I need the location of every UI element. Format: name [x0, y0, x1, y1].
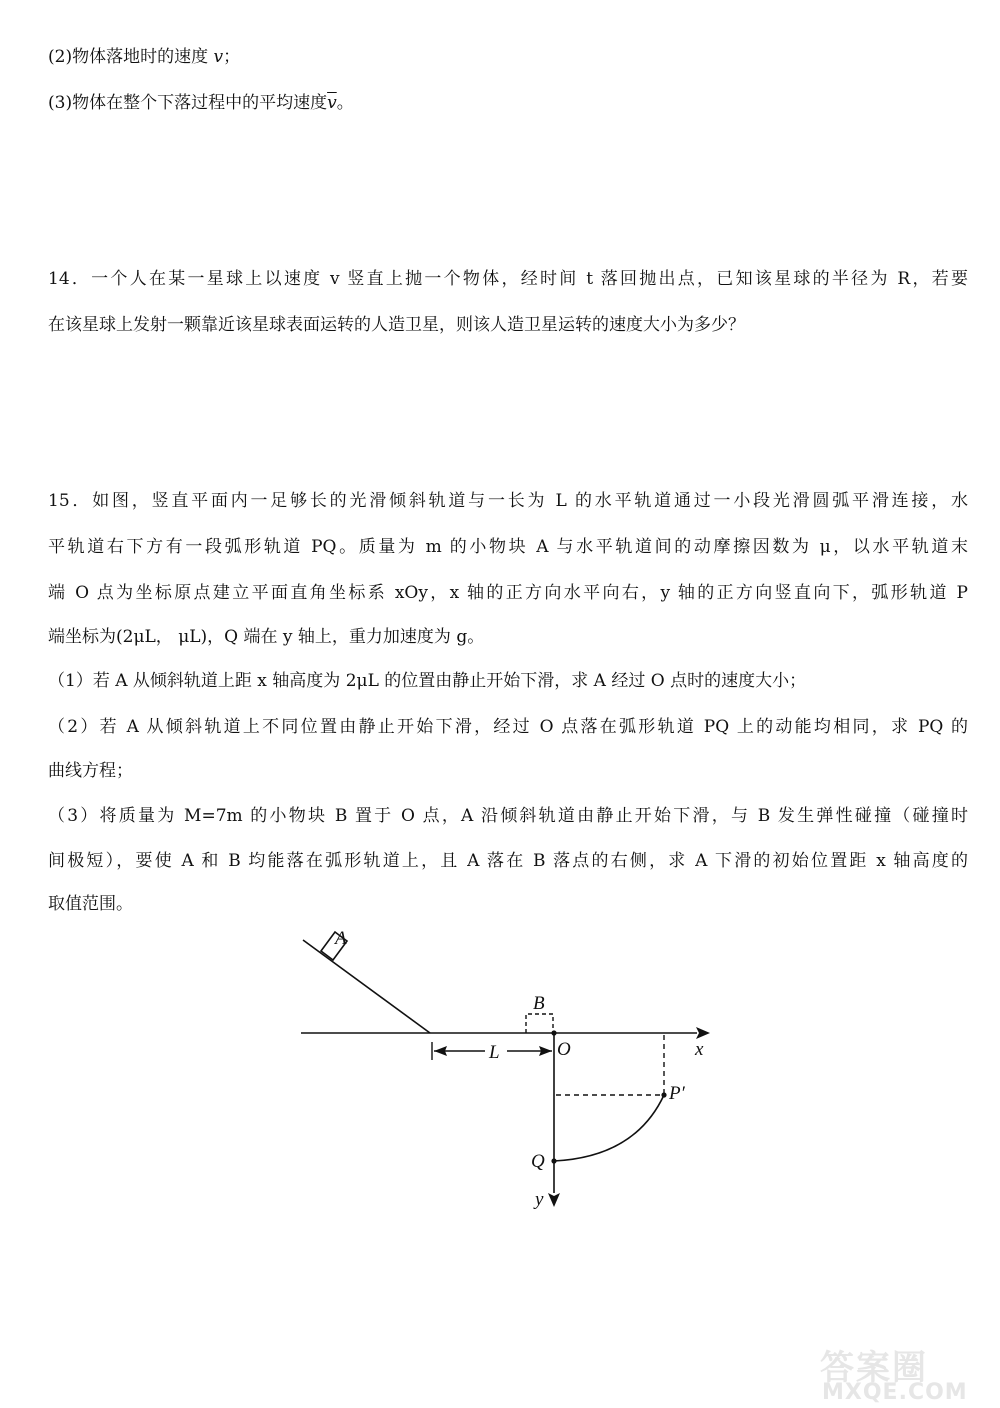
label-x: x: [695, 1039, 704, 1060]
q15-line-1: 15．如图，竖直平面内一足够长的光滑倾斜轨道与一长为 L 的水平轨道通过一小段光滑圆弧平滑连接，水: [48, 491, 968, 511]
q13-part2: (2)物体落地时的速度 v；: [48, 47, 241, 67]
label-a: A: [335, 928, 347, 949]
q14-line-2: 在该星球上发射一颗靠近该星球表面运转的人造卫星，则该人造卫星运转的速度大小为多少？: [48, 315, 745, 335]
label-q: Q: [531, 1151, 545, 1172]
q15-part3-line-3: 取值范围。: [48, 894, 133, 914]
label-p: P′: [669, 1083, 685, 1104]
q15-part3-line-2: 间极短），要使 A 和 B 均能落在弧形轨道上，且 A 落在 B 落点的右侧，求 A 下滑的初始位置距 x 轴高度的: [48, 851, 968, 871]
watermark-logo-text: 答案圈: [820, 1348, 928, 1388]
watermark-url: MXQE.COM: [822, 1380, 968, 1405]
watermark: [820, 1340, 990, 1408]
q15-part2-line-1: （2）若 A 从倾斜轨道上不同位置由静止开始下滑，经过 O 点落在弧形轨道 PQ 上的动能均相同，求 PQ 的: [48, 717, 968, 737]
arc-track-pq: [554, 1095, 664, 1161]
label-b: B: [533, 993, 545, 1014]
x-axis-arrow: [696, 1027, 710, 1039]
point-p: [661, 1092, 666, 1097]
track-diagram: [295, 925, 720, 1215]
point-q: [551, 1158, 556, 1163]
label-y: y: [535, 1189, 544, 1210]
q15-line-3: 端 O 点为坐标原点建立平面直角坐标系 xOy，x 轴的正方向水平向右，y 轴的正方向竖直向下，弧形轨道 P: [48, 583, 968, 603]
q15-part3-line-1: （3）将质量为 M=7m 的小物块 B 置于 O 点，A 沿倾斜轨道由静止开始下滑，与 B 发生弹性碰撞（碰撞时: [48, 806, 968, 826]
q14-line-1: 14．一个人在某一星球上以速度 v 竖直上抛一个物体，经时间 t 落回抛出点，已知该星球的半径为 R，若要: [48, 269, 968, 289]
block-b: [526, 1014, 553, 1033]
q15-line-4: 端坐标为(2μL， μL)，Q 端在 y 轴上，重力加速度为 g。: [48, 627, 485, 647]
q15-part2-line-2: 曲线方程；: [48, 761, 133, 781]
q15-line-2: 平轨道右下方有一段弧形轨道 PQ。质量为 m 的小物块 A 与水平轨道间的动摩擦因数为 μ，以水平轨道末: [48, 537, 968, 557]
label-l: L: [489, 1042, 500, 1063]
y-axis-arrow: [548, 1193, 560, 1207]
label-o: O: [557, 1039, 571, 1060]
incline-track: [303, 940, 430, 1033]
q13-part3: (3)物体在整个下落过程中的平均速度$\overline{v}$。: [48, 93, 354, 113]
q15-part1: （1）若 A 从倾斜轨道上距 x 轴高度为 2μL 的位置由静止开始下滑，求 A 经过 O 点时的速度大小；: [48, 671, 807, 691]
